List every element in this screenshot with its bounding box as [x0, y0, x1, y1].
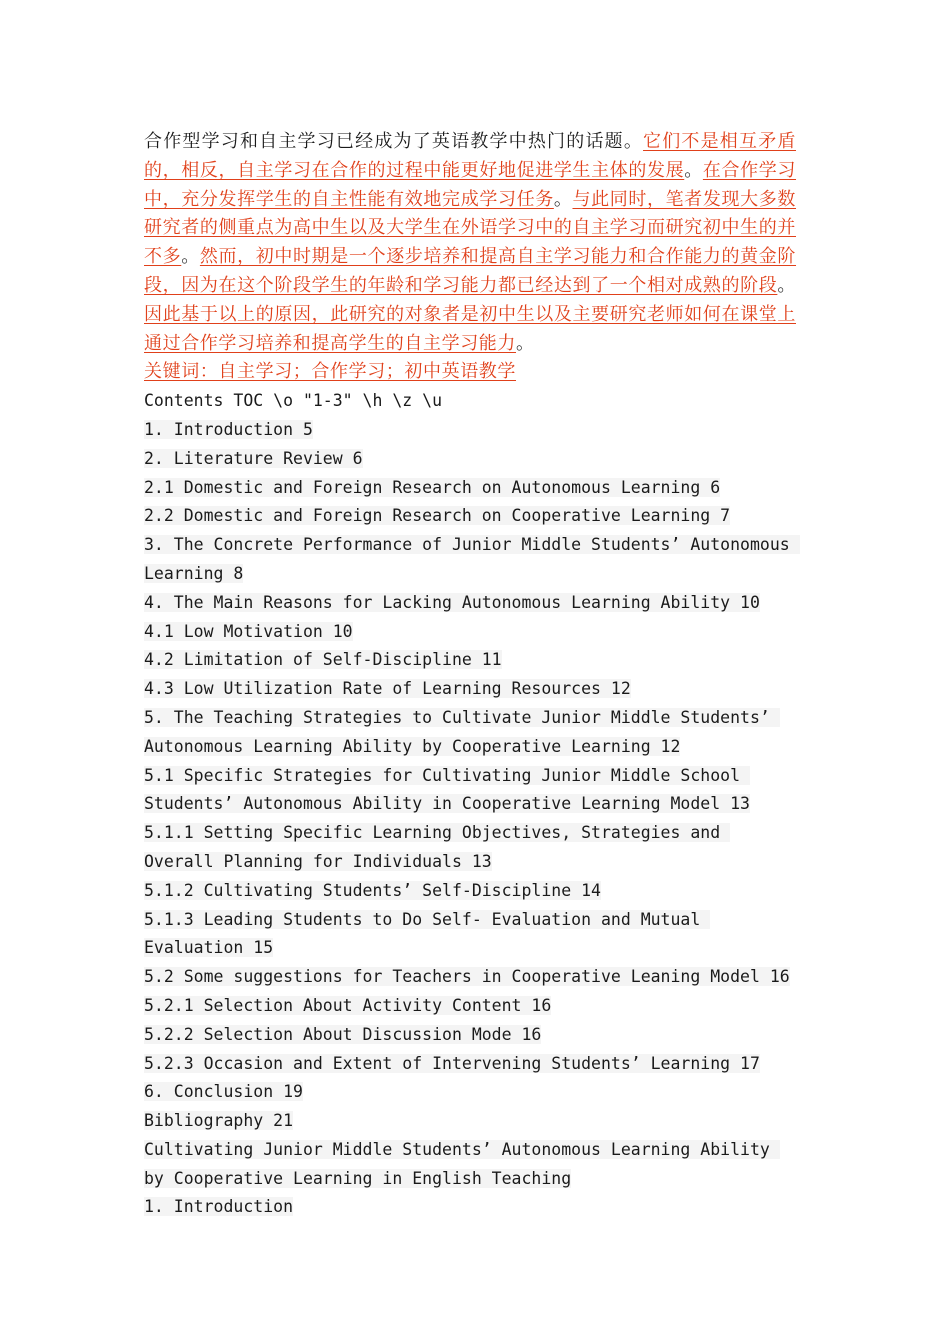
toc-entry[interactable]	[144, 589, 796, 618]
toc-entry-text: 5.1.3 Leading Students to Do Self- Evaluation and Mutual Evaluation 15	[144, 909, 711, 958]
toc-entry[interactable]	[144, 906, 796, 964]
toc-entry-text: 5.2.1 Selection About Activity Content 16	[144, 995, 552, 1015]
toc-entry[interactable]	[144, 531, 800, 589]
toc-entry-text: Bibliography 21	[144, 1111, 294, 1131]
toc-entry-text: 1. Introduction 5	[144, 419, 313, 439]
abstract-punct-1: 。	[684, 159, 703, 181]
toc-entry-text: 4.1 Low Motivation 10	[144, 621, 353, 641]
toc-entry[interactable]	[144, 416, 796, 445]
toc-entry-text: 5.1 Specific Strategies for Cultivating Junior Middle School Students’ Autonomous Ability in Cooperative Learning Model 13	[144, 765, 750, 814]
toc-entry[interactable]	[144, 1107, 796, 1136]
toc-entry[interactable]	[144, 819, 796, 877]
abstract-punct-4: 。	[777, 274, 796, 296]
toc-entry[interactable]	[144, 1021, 796, 1050]
toc-entry[interactable]	[144, 762, 796, 820]
toc-entry[interactable]	[144, 1050, 796, 1079]
toc-entry[interactable]	[144, 474, 796, 503]
keywords-line	[144, 358, 796, 387]
abstract-punct-2: 。	[553, 188, 573, 210]
toc-entry-text: 3. The Concrete Performance of Junior Middle Students’ Autonomous Learning 8	[144, 535, 800, 583]
toc-entry-text: 5.1.1 Setting Specific Learning Objectives, Strategies and Overall Planning for Individuals 13	[144, 823, 731, 871]
abstract-tracked-sentence-4: 然而，初中时期是一个逐步培养和提高自主学习能力和合作能力的黄金阶段，因为在这个阶段学生的年龄和学习能力都已经达到了一个相对成熟的阶段	[144, 246, 797, 296]
table-of-contents	[144, 416, 800, 1136]
toc-entry-text: 2.2 Domestic and Foreign Research on Cooperative Learning 7	[144, 506, 731, 526]
toc-entry-text: 5.2.3 Occasion and Extent of Intervening Students’ Learning 17	[144, 1053, 760, 1073]
toc-entry[interactable]	[144, 963, 796, 992]
toc-entry-text: 5. The Teaching Strategies to Cultivate Junior Middle Students’ Autonomous Learning Ability by Cooperative Learning 12	[144, 707, 780, 756]
toc-entry[interactable]	[144, 675, 796, 704]
toc-field-code-text: Contents TOC \o "1-3" \h \z \u	[144, 391, 443, 411]
toc-entry-text: 5.2 Some suggestions for Teachers in Cooperative Leaning Model 16	[144, 967, 790, 987]
toc-entry-text: 2.1 Domestic and Foreign Research on Autonomous Learning 6	[144, 477, 721, 497]
toc-entry-text: 5.2.2 Selection About Discussion Mode 16	[144, 1024, 542, 1044]
keywords-text: 关键词：自主学习；合作学习；初中英语教学	[144, 361, 516, 383]
toc-entry[interactable]	[144, 618, 796, 647]
abstract-paragraph	[144, 128, 796, 358]
toc-entry-text: 4. The Main Reasons for Lacking Autonomous Learning Ability 10	[144, 592, 760, 612]
document-title	[144, 1136, 796, 1194]
toc-entry[interactable]	[144, 646, 796, 675]
toc-entry-text: 4.2 Limitation of Self-Discipline 11	[144, 650, 502, 670]
toc-entry[interactable]	[144, 502, 796, 531]
document-body	[144, 128, 800, 1222]
document-title-text: Cultivating Junior Middle Students’ Autonomous Learning Ability by Cooperative Learning in English Teaching	[144, 1139, 780, 1188]
toc-entry-text: 2. Literature Review 6	[144, 448, 363, 468]
abstract-intro: 合作型学习和自主学习已经成为了英语教学中热门的话题。	[144, 131, 644, 152]
toc-entry[interactable]	[144, 445, 796, 474]
abstract-punct-3: 。	[181, 246, 200, 268]
abstract-tracked-sentence-1: 它们不是相互矛盾的，相反，自主学习在合作的过程中能更好地促进学生主体的发展	[144, 131, 796, 181]
toc-entry[interactable]	[144, 877, 796, 906]
toc-field-code	[144, 387, 796, 416]
toc-entry-text: 6. Conclusion 19	[144, 1082, 303, 1102]
section-heading	[144, 1193, 796, 1222]
abstract-tracked-sentence-2: 在合作学习中，充分发挥学生的自主性能有效地完成学习任务	[144, 159, 797, 210]
toc-entry[interactable]	[144, 992, 796, 1021]
abstract-tracked-sentence-5: 因此基于以上的原因，此研究的对象者是初中生以及主要研究老师如何在课堂上通过合作学习培养和提高学生的自主学习能力	[144, 303, 796, 354]
section-heading-text: 1. Introduction	[144, 1197, 294, 1217]
toc-entry[interactable]	[144, 704, 796, 762]
abstract-tracked-sentence-3: 与此同时，笔者发现大多数研究者的侧重点为高中生以及大学生在外语学习中的自主学习而研究初中生的并不多	[144, 188, 797, 268]
toc-entry-text: 4.3 Low Utilization Rate of Learning Resources 12	[144, 679, 631, 699]
abstract-punct-5: 。	[516, 332, 535, 354]
toc-entry-text: 5.1.2 Cultivating Students’ Self-Discipline 14	[144, 880, 601, 900]
toc-entry[interactable]	[144, 1078, 796, 1107]
